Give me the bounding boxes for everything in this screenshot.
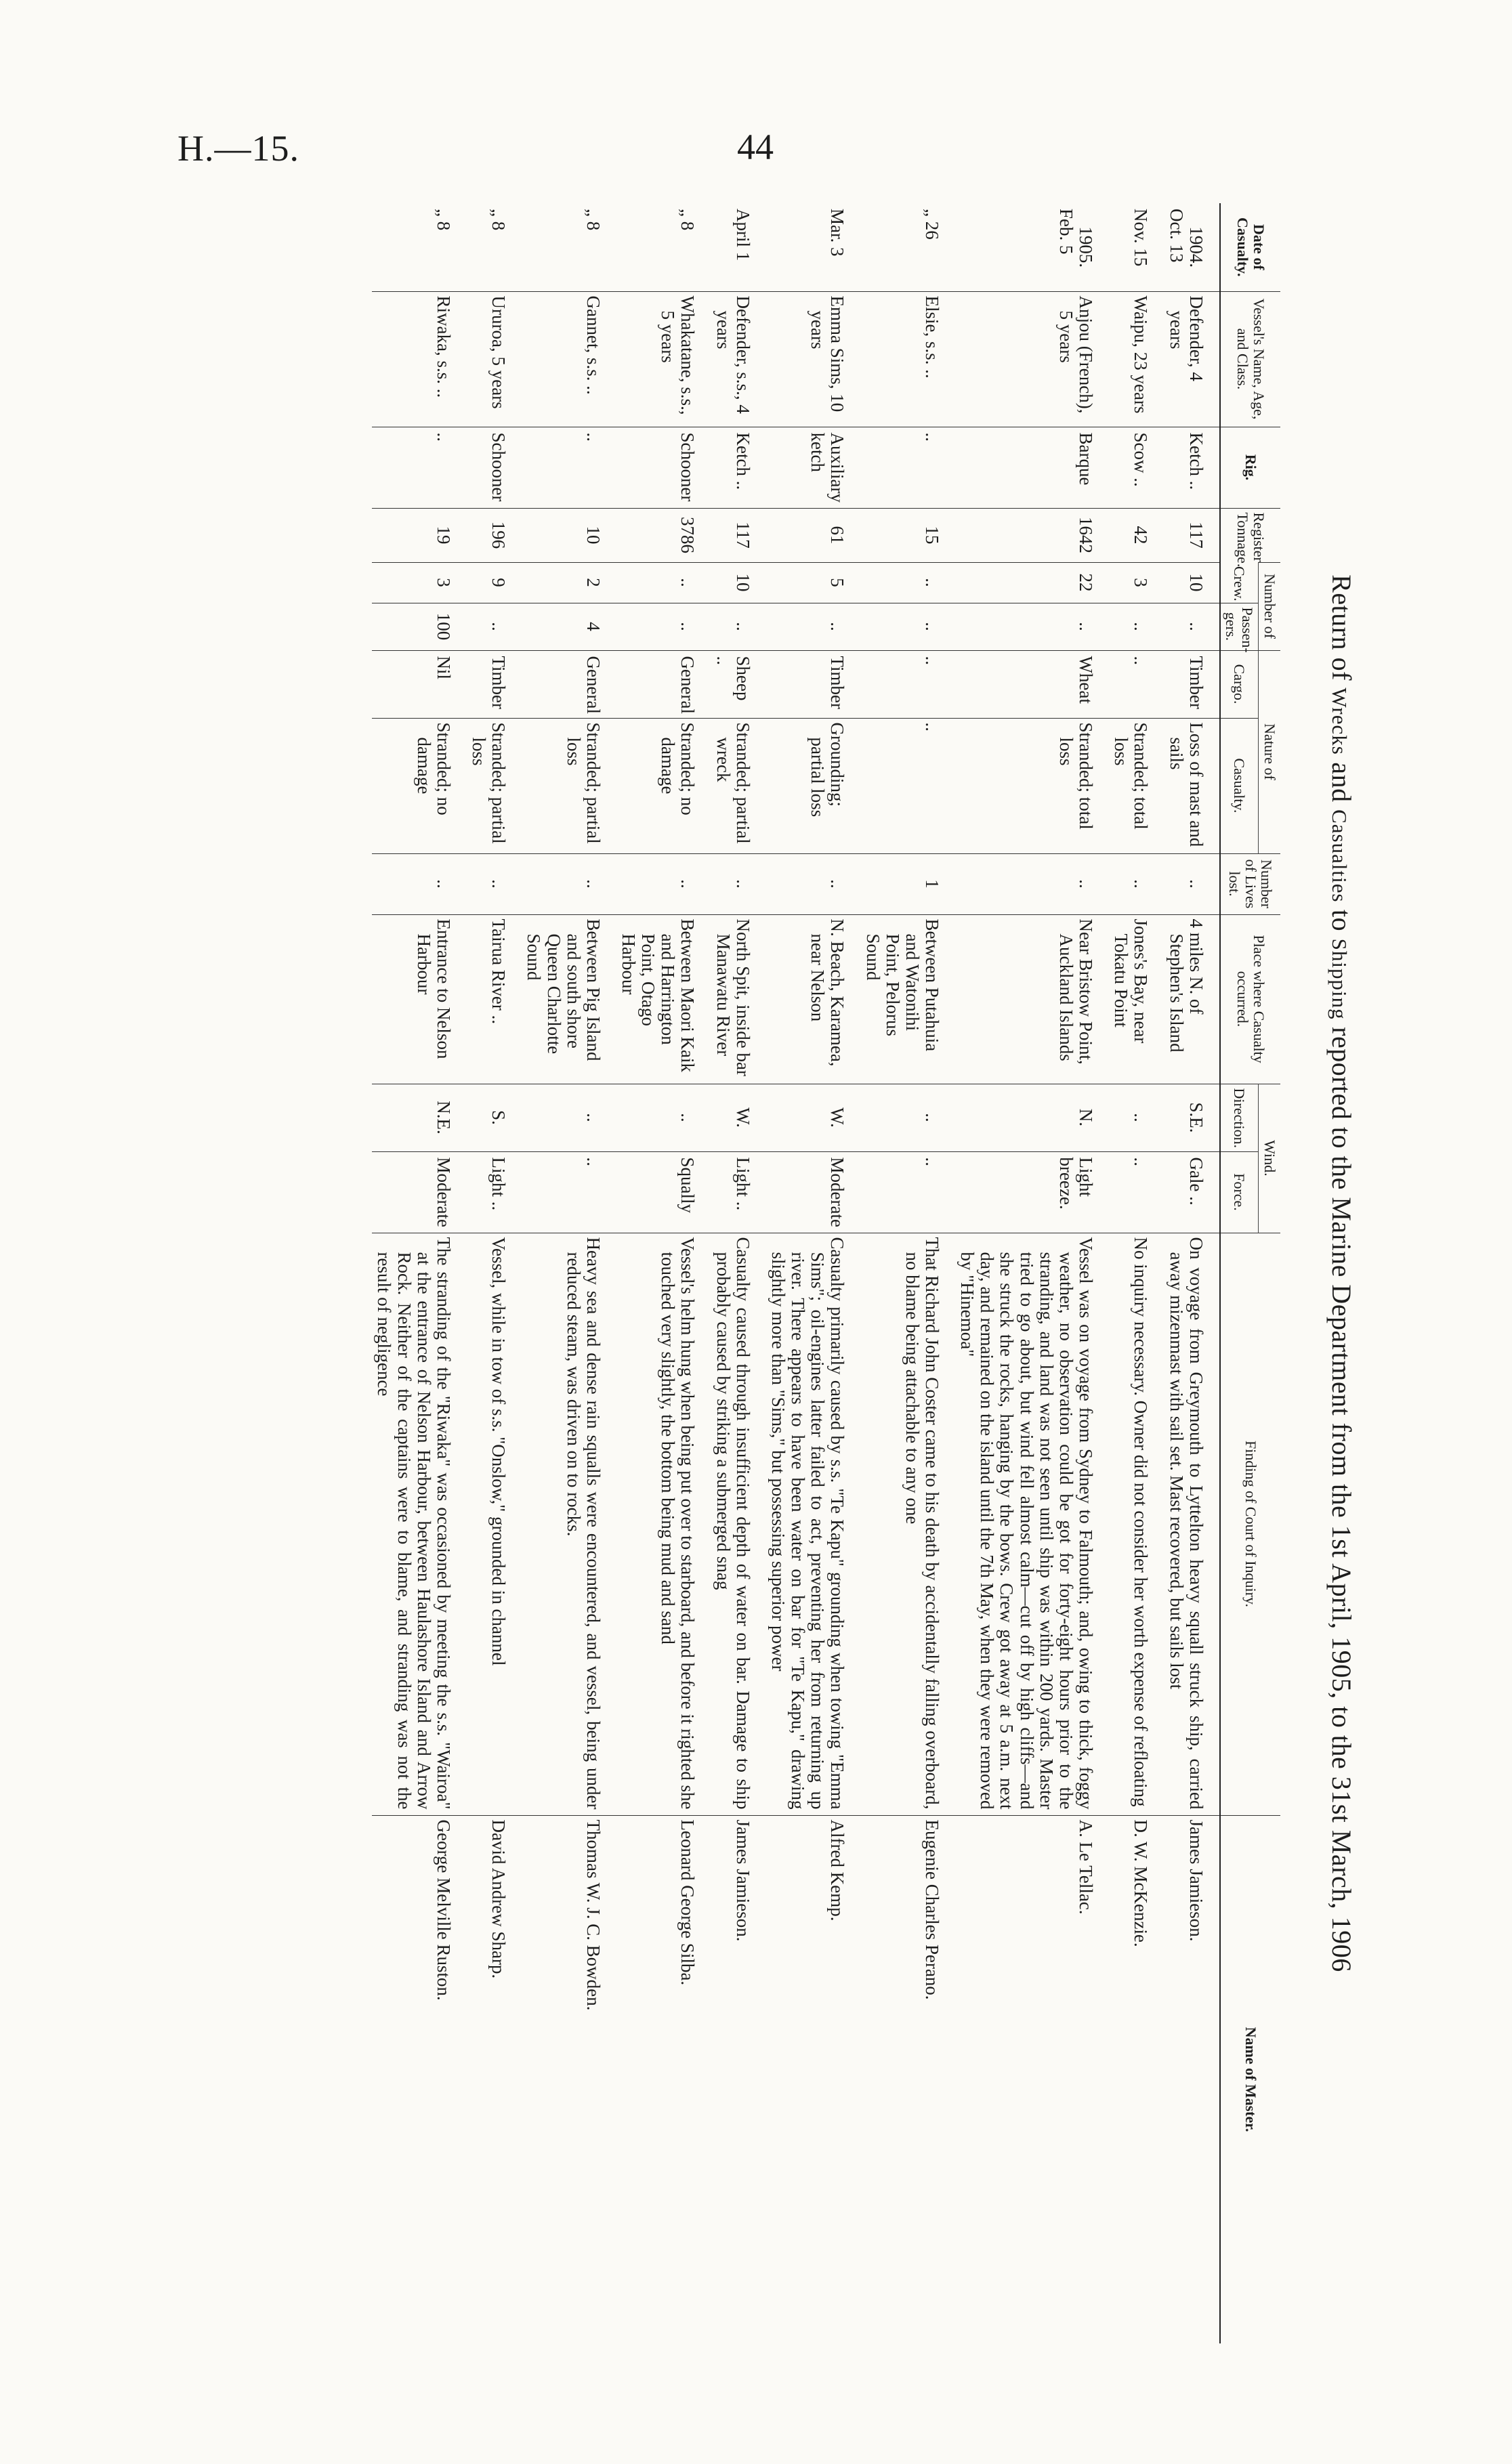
place: Between Pig Island and south shore Queen Charlotte Sound: [522, 914, 616, 1084]
finding: Vessel, while in tow of s.s. "Onslow," grounded in channel: [467, 1233, 522, 1815]
cargo: General: [616, 650, 711, 718]
crew: 10: [711, 562, 765, 603]
header-cargo: Cargo.: [1220, 650, 1259, 718]
casualty: ..: [860, 718, 955, 853]
vessel: Elsie, s.s. ..: [860, 291, 955, 427]
rig: Barque: [955, 427, 1109, 508]
wind-force: Squally: [616, 1151, 711, 1233]
place: Tairua River ..: [467, 914, 522, 1084]
header-crew: Crew.: [1220, 562, 1259, 603]
document-code: H.—15.: [177, 128, 299, 169]
casualty: Grounding; partial loss: [766, 718, 861, 853]
date: „ 8: [583, 209, 604, 231]
cargo: Nil: [372, 650, 467, 718]
passengers: ..: [955, 603, 1109, 650]
passengers: 100: [372, 603, 467, 650]
date: „ 26: [922, 209, 943, 240]
wind-force: Light ..: [711, 1151, 765, 1233]
table-row: [766, 203, 861, 2343]
cargo: Wheat: [955, 650, 1109, 718]
table-row: [467, 203, 522, 2343]
wind-force: Light ..: [467, 1151, 522, 1233]
title-word-casualties: Casualties: [1328, 809, 1351, 903]
title-to: to: [1326, 902, 1357, 939]
rig: Ketch ..: [1164, 427, 1219, 508]
header-wind: Wind.: [1259, 1084, 1280, 1233]
place: N. Beach, Karamea, near Nelson: [766, 914, 861, 1084]
master: Thomas W. J. C. Bowden.: [522, 1815, 616, 2343]
tonnage: 19: [372, 508, 467, 562]
vessel: Ururoa, 5 years: [467, 291, 522, 427]
lives-lost: 1: [860, 853, 955, 914]
lives-lost: ..: [955, 853, 1109, 914]
title-word-shipping: Shipping: [1328, 938, 1351, 1020]
wind-force: ..: [860, 1151, 955, 1233]
wind-direction: ..: [1109, 1084, 1164, 1151]
header-lives-lost: Number of Lives lost.: [1220, 853, 1280, 914]
date: Feb. 5: [1055, 209, 1076, 255]
lives-lost: ..: [372, 853, 467, 914]
master: Alfred Kemp.: [766, 1815, 861, 2343]
passengers: ..: [766, 603, 861, 650]
wind-direction: S.E.: [1164, 1084, 1219, 1151]
finding: On voyage from Greymouth to Lyttelton heavy squall struck ship, carried away mizenmast with sail set. Mast recovered, but sails lost: [1164, 1233, 1219, 1815]
wind-direction: ..: [522, 1084, 616, 1151]
table-row: [1109, 203, 1164, 2343]
crew: 3: [1109, 562, 1164, 603]
wind-direction: N.E.: [372, 1084, 467, 1151]
wind-direction: ..: [616, 1084, 711, 1151]
tonnage: 1642: [955, 508, 1109, 562]
passengers: 4: [522, 603, 616, 650]
wind-force: ..: [1109, 1151, 1164, 1233]
rig: Ketch ..: [711, 427, 765, 508]
date: Mar. 3: [827, 209, 848, 257]
place: Between Putahuia and Watonihi Point, Pelorus Sound: [860, 914, 955, 1084]
tonnage: 42: [1109, 508, 1164, 562]
vessel: Riwaka, s.s. ..: [372, 291, 467, 427]
header-force: Force.: [1220, 1151, 1259, 1233]
crew: 5: [766, 562, 861, 603]
casualty: Stranded; partial wreck: [711, 718, 765, 853]
finding: Heavy sea and dense rain squalls were encountered, and vessel, being under reduced steam, was driven on to rocks.: [522, 1233, 616, 1815]
date: April 1: [732, 209, 753, 261]
casualty: Loss of mast and sails: [1164, 718, 1219, 853]
wind-direction: ..: [860, 1084, 955, 1151]
header-casualty: Casualty.: [1220, 718, 1259, 853]
wind-force: ..: [522, 1151, 616, 1233]
header-finding: Finding of Court of Inquiry.: [1220, 1233, 1280, 1815]
crew: 22: [955, 562, 1109, 603]
master: George Melville Ruston.: [372, 1815, 467, 2343]
cargo: ..: [860, 650, 955, 718]
cargo: ..: [1109, 650, 1164, 718]
rig: ..: [860, 427, 955, 508]
finding: Vessel's helm hung when being put over to starboard, and before it righted she touched very slightly, the bottom being mud and sand: [616, 1233, 711, 1815]
passengers: ..: [1109, 603, 1164, 650]
tonnage: 3786: [616, 508, 711, 562]
rotated-table-sheet: [156, 203, 1375, 2343]
title-and: and: [1326, 755, 1357, 810]
finding: Casualty primarily caused by s.s. "Te Kapu" grounding when towing "Emma Sims"; oil-engines latter failed to act, preventing her from returning up river. There appears to have been water on bar for "Te Kapu," drawing slightly more than "Sims," but possessing superior power: [766, 1233, 861, 1815]
header-place: Place where Casualty occurred.: [1220, 914, 1280, 1084]
wind-direction: S.: [467, 1084, 522, 1151]
header-nature-of: Nature of: [1259, 650, 1280, 853]
year: 1905.: [1076, 226, 1097, 268]
casualty: Stranded; no damage: [616, 718, 711, 853]
vessel: Anjou (French), 5 years: [955, 291, 1109, 427]
wind-force: Light breeze.: [955, 1151, 1109, 1233]
crew: ..: [860, 562, 955, 603]
table-row: [1164, 203, 1219, 2343]
master: A. Le Tellac.: [955, 1815, 1109, 2343]
cargo: Timber: [766, 650, 861, 718]
table-title: [1307, 203, 1375, 2343]
passengers: ..: [711, 603, 765, 650]
table-row: [616, 203, 711, 2343]
crew: 9: [467, 562, 522, 603]
header-vessel: Vessel's Name, Age, and Class.: [1220, 291, 1280, 427]
crew: 2: [522, 562, 616, 603]
master: D. W. McKenzie.: [1109, 1815, 1164, 2343]
finding: Vessel was on voyage from Sydney to Falmouth; and, owing to thick, foggy weather, no observation could be got for forty-eight hours prior to the stranding, and land was not seen until ship was within 200 yards. Master tried to go about, but wind fell almost calm—cut off by high cliffs—and she struck the rocks, hanging by the bows. Crew got away at 5 a.m. next day, and remained on the island until the 7th May, when they were removed by "Hinemoa": [955, 1233, 1109, 1815]
cargo: Timber: [467, 650, 522, 718]
vessel: Defender, s.s., 4 years: [711, 291, 765, 427]
lives-lost: ..: [1109, 853, 1164, 914]
wind-direction: N.: [955, 1084, 1109, 1151]
finding: The stranding of the "Riwaka" was occasioned by meeting the s.s. "Wairoa" at the entrance of Nelson Harbour, between Haulashore Island and Arrow Rock. Neither of the captains were to blame, and stranding was not the result of negligence: [372, 1233, 467, 1815]
header-tonnage: Register Tonnage.: [1220, 508, 1280, 562]
rig: ..: [522, 427, 616, 508]
finding: Casualty caused through insufficient depth of water on bar. Damage to ship probably caused by striking a submerged snag: [711, 1233, 765, 1815]
casualty-table: [372, 203, 1280, 2343]
crew: 3: [372, 562, 467, 603]
table-row: [860, 203, 955, 2343]
date: „ 8: [433, 209, 454, 231]
wind-force: Gale ..: [1164, 1151, 1219, 1233]
master: James Jamieson.: [711, 1815, 765, 2343]
cargo: Timber: [1164, 650, 1219, 718]
lives-lost: ..: [467, 853, 522, 914]
passengers: ..: [860, 603, 955, 650]
tonnage: 15: [860, 508, 955, 562]
place: Between Maori Kaik and Harrington Point, Otago Harbour: [616, 914, 711, 1084]
rig: Schooner: [467, 427, 522, 508]
title-word-wrecks: Wrecks: [1328, 687, 1351, 755]
page-number: 44: [737, 127, 774, 167]
crew: ..: [616, 562, 711, 603]
tonnage: 196: [467, 508, 522, 562]
lives-lost: ..: [1164, 853, 1219, 914]
date: Nov. 15: [1131, 209, 1152, 267]
rig: Schooner: [616, 427, 711, 508]
place: Near Bristow Point, Auckland Islands: [955, 914, 1109, 1084]
master: James Jamieson.: [1164, 1815, 1219, 2343]
place: North Spit, inside bar Manawatu River: [711, 914, 765, 1084]
cargo: General: [522, 650, 616, 718]
master: David Andrew Sharp.: [467, 1815, 522, 2343]
tonnage: 61: [766, 508, 861, 562]
passengers: ..: [1164, 603, 1219, 650]
master: Eugenie Charles Perano.: [860, 1815, 955, 2343]
vessel: Emma Sims, 10 years: [766, 291, 861, 427]
vessel: Whakatane, s.s., 5 years: [616, 291, 711, 427]
year: 1904.: [1185, 226, 1206, 268]
rig: ..: [372, 427, 467, 508]
wind-direction: W.: [711, 1084, 765, 1151]
casualty: Stranded; partial loss: [522, 718, 616, 853]
date: Oct. 13: [1166, 209, 1187, 263]
place: 4 miles N. of Stephen's Island: [1164, 914, 1219, 1084]
header-rig: Rig.: [1220, 427, 1280, 508]
lives-lost: ..: [711, 853, 765, 914]
place: Jones's Bay, near Tokatu Point: [1109, 914, 1164, 1084]
cargo: Sheep ..: [711, 650, 765, 718]
rig: Scow ..: [1109, 427, 1164, 508]
table-row: [711, 203, 765, 2343]
header-master: Name of Master.: [1220, 1815, 1280, 2343]
wind-direction: W.: [766, 1084, 861, 1151]
place: Entrance to Nelson Harbour: [372, 914, 467, 1084]
wind-force: Moderate: [766, 1151, 861, 1233]
lives-lost: ..: [766, 853, 861, 914]
vessel: Waipu, 23 years: [1109, 291, 1164, 427]
vessel: Gannet, s.s. ..: [522, 291, 616, 427]
date: „ 8: [488, 209, 509, 231]
tonnage: 117: [1164, 508, 1219, 562]
master: Leonard George Silba.: [616, 1815, 711, 2343]
table-row: [522, 203, 616, 2343]
table-row: [372, 203, 467, 2343]
casualty: Stranded; no damage: [372, 718, 467, 853]
casualty: Stranded; total loss: [1109, 718, 1164, 853]
header-number-of: Number of: [1259, 562, 1280, 650]
title-prefix: Return of: [1326, 574, 1357, 688]
casualty: Stranded; partial loss: [467, 718, 522, 853]
wind-force: Moderate: [372, 1151, 467, 1233]
vessel: Defender, 4 years: [1164, 291, 1219, 427]
table-row: [955, 203, 1109, 2343]
casualty: Stranded; total loss: [955, 718, 1109, 853]
header-direction: Direction.: [1220, 1084, 1259, 1151]
passengers: ..: [616, 603, 711, 650]
date: „ 8: [677, 209, 698, 231]
tonnage: 117: [711, 508, 765, 562]
header-date: Date of Casualty.: [1220, 203, 1280, 291]
tonnage: 10: [522, 508, 616, 562]
crew: 10: [1164, 562, 1219, 603]
header-passengers: Passen-gers.: [1220, 603, 1259, 650]
rig: Auxiliary ketch: [766, 427, 861, 508]
title-suffix: reported to the Marine Department from the 1st April, 1905, to the 31st March, 1906: [1326, 1019, 1357, 1972]
lives-lost: ..: [616, 853, 711, 914]
finding: No inquiry necessary. Owner did not consider her worth expense of refloating: [1109, 1233, 1164, 1815]
passengers: ..: [467, 603, 522, 650]
lives-lost: ..: [522, 853, 616, 914]
finding: That Richard John Coster came to his death by accidentally falling overboard, no blame being attachable to any one: [860, 1233, 955, 1815]
